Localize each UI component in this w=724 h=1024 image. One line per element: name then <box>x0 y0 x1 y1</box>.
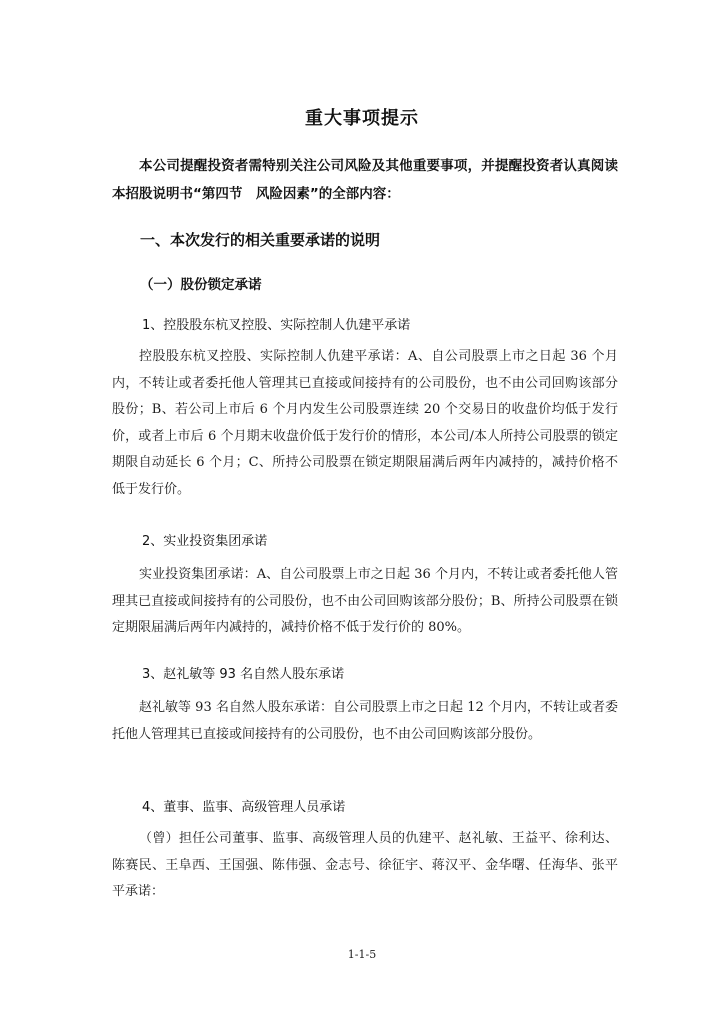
section-heading: 一、本次发行的相关重要承诺的说明 <box>140 231 381 249</box>
item-2-text: 实业投资集团承诺：A、自公司股票上市之日起 36 个月内，不转让或者委托他人管理其已直接或间接持有的公司股份，也不由公司回购该部分股份；B、所持公司股票在锁定期限届满后两年内减持的，减持价格不低于发行价的 80%。 <box>112 567 618 635</box>
item-2-heading: 2、实业投资集团承诺 <box>142 534 268 549</box>
item-4-heading: 4、董事、监事、高级管理人员承诺 <box>142 800 346 815</box>
item-3-heading: 3、赵礼敏等 93 名自然人股东承诺 <box>142 667 345 682</box>
page-number: 1-1-5 <box>347 948 377 961</box>
subsection-heading: （一）股份锁定承诺 <box>140 277 262 293</box>
item-3-text: 赵礼敏等 93 名自然人股东承诺：自公司股票上市之日起 12 个月内，不转让或者委托他人管理其已直接或间接持有的公司股份，也不由公司回购该部分股份。 <box>112 700 618 742</box>
item-4-text: （曾）担任公司董事、监事、高级管理人员的仇建平、赵礼敏、王益平、徐利达、陈赛民、王阜西、王国强、陈伟强、金志号、徐征宇、蒋汉平、金华曙、任海华、张平平承诺： <box>112 831 618 899</box>
item-1-text: 控股股东杭叉控股、实际控制人仇建平承诺：A、自公司股票上市之日起 36 个月内，不转让或者委托他人管理其已直接或间接持有的公司股份，也不由公司回购该部分股份；B、若公司上市后 6 个月内发生公司股票连续 20 个交易日的收盘价均低于发行价，或者上市后 6 个月期末收盘价低于发行价的情形，本公司/本人所持公司股票的锁定期限自动延长 6 个月；C、所持公司股票在锁定期限届满后两年内减持的，减持价格不低于发行价。 <box>112 349 618 497</box>
item-1-heading: 1、控股股东杭叉控股、实际控制人仇建平承诺 <box>142 318 411 333</box>
intro-paragraph: 本公司提醒投资者需特别关注公司风险及其他重要事项，并提醒投资者认真阅读本招股说明书“第四节 风险因素”的全部内容： <box>112 158 618 202</box>
page-title: 重大事项提示 <box>305 108 419 129</box>
